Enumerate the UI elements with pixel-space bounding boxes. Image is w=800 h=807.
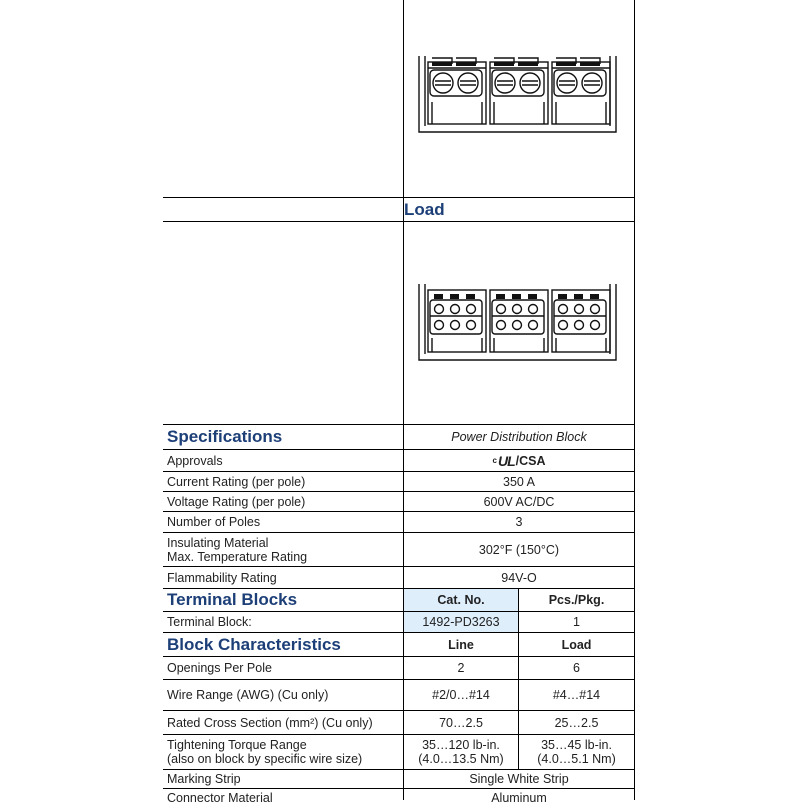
csa-text: /CSA [515, 453, 546, 468]
current-rating-label: Current Rating (per pole) [167, 474, 306, 489]
torque-label [164, 735, 403, 769]
flammability-value: 94V-O [501, 570, 537, 585]
ul-logo: UL [497, 452, 515, 469]
specifications-title: Specifications [167, 427, 283, 446]
number-of-poles-value: 3 [515, 515, 523, 529]
line-terminal-block-diagram [418, 52, 618, 134]
wire-range-label: Wire Range (AWG) (Cu only) [167, 688, 329, 702]
wire-range-load: #4…#14 [552, 688, 601, 702]
right-border [634, 0, 635, 800]
openings-label: Openings Per Pole [167, 661, 272, 675]
temperature-rating-value: 302°F (150°C) [478, 542, 560, 557]
approvals-value [404, 450, 634, 471]
pcs-pkg-header: Pcs./Pkg. [548, 593, 605, 607]
connector-material-label: Connector Material [167, 791, 273, 805]
voltage-rating-label: Voltage Rating (per pole) [167, 494, 306, 509]
voltage-rating-value: 600V AC/DC [483, 494, 555, 509]
line-header: Line [448, 637, 474, 652]
load-section-title: Load [404, 199, 445, 219]
cross-section-label: Rated Cross Section (mm²) (Cu only) [167, 715, 373, 730]
marking-strip-label: Marking Strip [167, 772, 241, 786]
wire-range-line: #2/0…#14 [432, 688, 490, 702]
insulating-material-label [164, 533, 403, 566]
torque-load-1: 35…45 lb-in. [541, 738, 612, 752]
openings-load: 6 [573, 661, 580, 675]
cross-section-line: 70…2.5 [439, 715, 483, 730]
load-terminal-block-diagram [418, 282, 618, 362]
torque-load-2: (4.0…5.1 Nm) [537, 752, 616, 766]
cat-no-header: Cat. No. [404, 589, 518, 611]
ul-csa-approval-icon [493, 453, 546, 469]
current-rating-value: 350 A [503, 474, 535, 489]
cross-section-load: 25…2.5 [554, 715, 599, 730]
product-type: Power Distribution Block [451, 430, 587, 444]
terminal-block-label: Terminal Block: [167, 615, 252, 629]
number-of-poles-label: Number of Poles [167, 515, 261, 529]
torque-label-line2: (also on block by specific wire size) [167, 752, 363, 766]
block-characteristics-title: Block Characteristics [167, 634, 341, 654]
torque-line-2: (4.0…13.5 Nm) [418, 752, 504, 766]
torque-line [404, 735, 518, 769]
approvals-label: Approvals [167, 453, 223, 468]
terminal-blocks-title: Terminal Blocks [167, 590, 298, 609]
marking-strip-value: Single White Strip [469, 772, 569, 786]
flammability-label: Flammability Rating [167, 570, 277, 585]
row-line [163, 221, 635, 222]
insulating-material-line2: Max. Temperature Rating [167, 549, 308, 564]
pcs-pkg-value: 1 [573, 615, 580, 629]
torque-label-line1: Tightening Torque Range [167, 738, 307, 752]
cat-no-value: 1492-PD3263 [404, 612, 518, 632]
c-mark: c [492, 456, 497, 465]
torque-line-1: 35…120 lb-in. [422, 738, 500, 752]
insulating-material-line1: Insulating Material [167, 535, 269, 550]
load-header: Load [561, 637, 592, 652]
torque-load [519, 735, 634, 769]
connector-material-value: Aluminum [491, 791, 547, 805]
openings-line: 2 [457, 661, 465, 675]
